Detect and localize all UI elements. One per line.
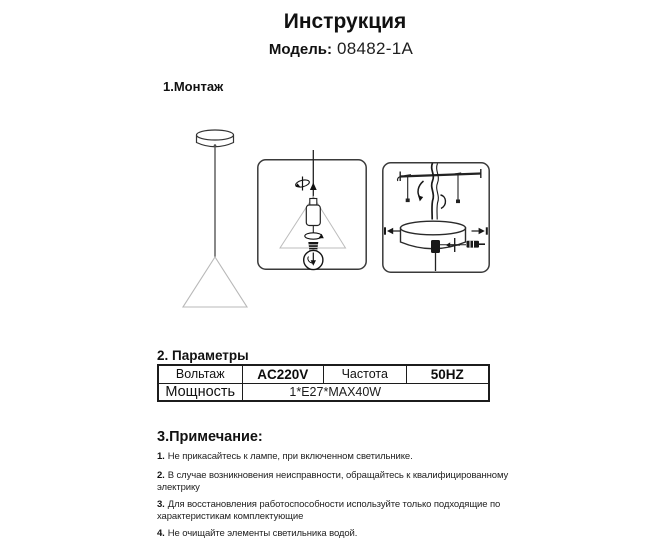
note-text: характеристикам комплектующие	[157, 511, 304, 522]
note-item	[157, 528, 517, 540]
model-line	[22, 39, 660, 59]
shade-assembly-diagram	[257, 159, 367, 270]
rotation-arrow-icon	[305, 233, 324, 239]
cone-shade	[183, 257, 247, 307]
electrical-wires	[432, 163, 446, 220]
model-value: 08482-1A	[336, 39, 414, 58]
notes-list	[157, 451, 517, 547]
note-text: Не прикасайтесь к лампе, при включенном светильнике.	[167, 451, 413, 462]
section-heading-montage: 1.Монтаж	[163, 79, 224, 94]
section-heading-params: 2. Параметры	[157, 348, 249, 363]
ceiling-mount-diagram	[382, 162, 490, 273]
screw-arrow-icon	[384, 227, 400, 234]
frequency-label: Частота	[323, 366, 406, 383]
curved-arrow-icon	[418, 181, 424, 201]
power-label: Мощность	[159, 383, 242, 401]
note-number: 3.	[157, 499, 165, 510]
model-label: Модель:	[268, 41, 332, 58]
ceiling-canopy	[197, 130, 234, 147]
hanging-screw-icon	[455, 173, 461, 203]
bulb-icon	[304, 242, 323, 270]
note-text: Не очищайте элементы светильника водой.	[167, 528, 358, 539]
note-item	[157, 451, 517, 463]
section-heading-notes: 3.Примечание:	[157, 429, 263, 445]
note-item	[157, 499, 517, 523]
screw-arrow-icon	[472, 227, 488, 234]
note-text: электрику	[157, 482, 200, 493]
terminal-block	[431, 240, 440, 253]
power-value: 1*E27*MAX40W	[242, 383, 489, 401]
lamp-socket	[306, 199, 320, 226]
voltage-value: AC220V	[242, 366, 324, 383]
connector-plug	[467, 241, 486, 248]
page-title: Инструкция	[283, 10, 407, 33]
note-number: 2.	[157, 470, 165, 481]
note-number: 1.	[157, 451, 165, 462]
note-number: 4.	[157, 528, 165, 539]
voltage-label: Вольтаж	[175, 367, 225, 382]
rotation-arrow-icon	[295, 177, 310, 191]
parameters-table	[157, 364, 490, 402]
note-item	[157, 470, 517, 494]
hanging-screw-icon	[405, 175, 412, 202]
up-arrow-icon	[310, 183, 317, 191]
note-text: Для восстановления работоспособности используйте только подходящие по	[167, 499, 501, 510]
note-text: В случае возникновения неисправности, обращайтесь к квалифицированному	[167, 470, 509, 481]
frequency-value: 50HZ	[406, 366, 489, 383]
